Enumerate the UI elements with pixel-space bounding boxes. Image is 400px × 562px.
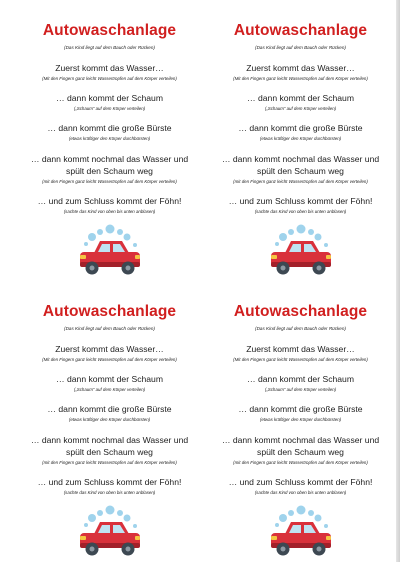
card-title: Autowaschanlage [42,303,177,320]
bubble-icon [117,510,123,516]
bubble-icon [133,243,137,247]
step-brush: … dann kommt die große Bürste [47,123,172,133]
bubble-icon [117,229,123,235]
step-dryer: … und zum Schluss kommt der Föhn! [228,196,373,206]
card-title: Autowaschanlage [233,22,368,39]
bubble-icon [314,234,321,241]
car-wash-icon [72,223,148,279]
step-brush: … dann kommt die große Bürste [238,123,363,133]
step-rinse [211,153,391,177]
flyer-card [14,281,205,562]
step-foam-hint: („Schaum“ auf dem Körper verteilen) [264,106,337,111]
step-rinse-line-2: spült den Schaum weg [66,166,153,176]
bubble-icon [123,234,130,241]
step-brush: … dann kommt die große Bürste [238,404,363,414]
card-title: Autowaschanlage [233,303,368,320]
step-brush: … dann kommt die große Bürste [47,404,172,414]
step-water-hint: (Mit den Fingern ganz leicht Wassertropfen auf dem Körper verteilen) [42,357,177,362]
step-rinse-line-2: spült den Schaum weg [257,166,344,176]
step-dryer-hint: (sachte das Kind von oben bis unten anblasen) [254,490,347,495]
step-water: Zuerst kommt das Wasser… [55,344,164,354]
step-foam: … dann kommt der Schaum [247,93,354,103]
step-rinse-hint: (mit den Fingern ganz leicht Wassertropfen auf dem Körper verteilen) [42,179,177,184]
step-foam: … dann kommt der Schaum [56,93,163,103]
card-subtitle: (Das Kind liegt auf dem Bauch oder Rücken) [255,45,346,50]
step-dryer: … und zum Schluss kommt der Föhn! [228,477,373,487]
bubble-icon [97,510,103,516]
bubble-icon [288,510,294,516]
bubble-icon [275,242,279,246]
bubble-icon [288,229,294,235]
step-water-hint: (Mit den Fingern ganz leicht Wassertropfen auf dem Körper verteilen) [42,76,177,81]
flyer-card [205,0,396,281]
step-water: Zuerst kommt das Wasser… [55,63,164,73]
step-water-hint: (Mit den Fingern ganz leicht Wassertropfen auf dem Körper verteilen) [233,357,368,362]
step-rinse-line-2: spült den Schaum weg [257,447,344,457]
step-rinse [20,153,200,177]
bubble-icon [123,515,130,522]
step-water: Zuerst kommt das Wasser… [246,344,355,354]
card-title: Autowaschanlage [42,22,177,39]
flyer-sheet [14,0,396,562]
bubble-icon [84,523,88,527]
bubble-icon [84,242,88,246]
step-foam: … dann kommt der Schaum [56,374,163,384]
step-rinse-line-1: … dann kommt nochmal das Wasser und [221,435,380,445]
step-foam-hint: („Schaum“ auf dem Körper verteilen) [73,106,146,111]
flyer-card [14,0,205,281]
card-subtitle: (Das Kind liegt auf dem Bauch oder Rücken) [255,326,346,331]
step-rinse-line-2: spült den Schaum weg [66,447,153,457]
bubble-icon [97,229,103,235]
step-brush-hint: (etwas kräftiger den Körper durchbürsten) [68,417,151,422]
step-rinse-hint: (mit den Fingern ganz leicht Wassertropfen auf dem Körper verteilen) [42,460,177,465]
step-dryer: … und zum Schluss kommt der Föhn! [37,196,182,206]
step-foam: … dann kommt der Schaum [247,374,354,384]
step-rinse [211,434,391,458]
page-edge-shadow [396,0,400,562]
step-rinse-hint: (mit den Fingern ganz leicht Wassertropfen auf dem Körper verteilen) [233,179,368,184]
flyer-card [205,281,396,562]
card-subtitle: (Das Kind liegt auf dem Bauch oder Rücken) [64,326,155,331]
step-foam-hint: („Schaum“ auf dem Körper verteilen) [264,387,337,392]
step-dryer-hint: (sachte das Kind von oben bis unten anblasen) [254,209,347,214]
bubble-icon [133,524,137,528]
bubble-icon [279,514,287,522]
bubble-icon [105,506,114,515]
bubble-icon [296,225,305,234]
step-rinse-line-1: … dann kommt nochmal das Wasser und [221,154,380,164]
bubble-icon [275,523,279,527]
bubble-icon [308,229,314,235]
step-brush-hint: (etwas kräftiger den Körper durchbürsten) [68,136,151,141]
car-wash-icon [263,223,339,279]
step-rinse [20,434,200,458]
bubble-icon [324,524,328,528]
step-dryer: … und zum Schluss kommt der Föhn! [37,477,182,487]
bubble-icon [279,233,287,241]
step-dryer-hint: (sachte das Kind von oben bis unten anblasen) [63,490,156,495]
bubble-icon [105,225,114,234]
car-wash-icon [72,504,148,560]
bubble-icon [308,510,314,516]
step-water-hint: (Mit den Fingern ganz leicht Wassertropfen auf dem Körper verteilen) [233,76,368,81]
step-rinse-line-1: … dann kommt nochmal das Wasser und [30,154,189,164]
card-subtitle: (Das Kind liegt auf dem Bauch oder Rücken) [64,45,155,50]
step-dryer-hint: (sachte das Kind von oben bis unten anblasen) [63,209,156,214]
step-brush-hint: (etwas kräftiger den Körper durchbürsten) [259,417,342,422]
bubble-icon [296,506,305,515]
bubble-icon [88,514,96,522]
step-brush-hint: (etwas kräftiger den Körper durchbürsten) [259,136,342,141]
car-wash-icon [263,504,339,560]
bubble-icon [314,515,321,522]
step-rinse-line-1: … dann kommt nochmal das Wasser und [30,435,189,445]
bubble-icon [88,233,96,241]
step-foam-hint: („Schaum“ auf dem Körper verteilen) [73,387,146,392]
bubble-icon [324,243,328,247]
step-water: Zuerst kommt das Wasser… [246,63,355,73]
step-rinse-hint: (mit den Fingern ganz leicht Wassertropfen auf dem Körper verteilen) [233,460,368,465]
